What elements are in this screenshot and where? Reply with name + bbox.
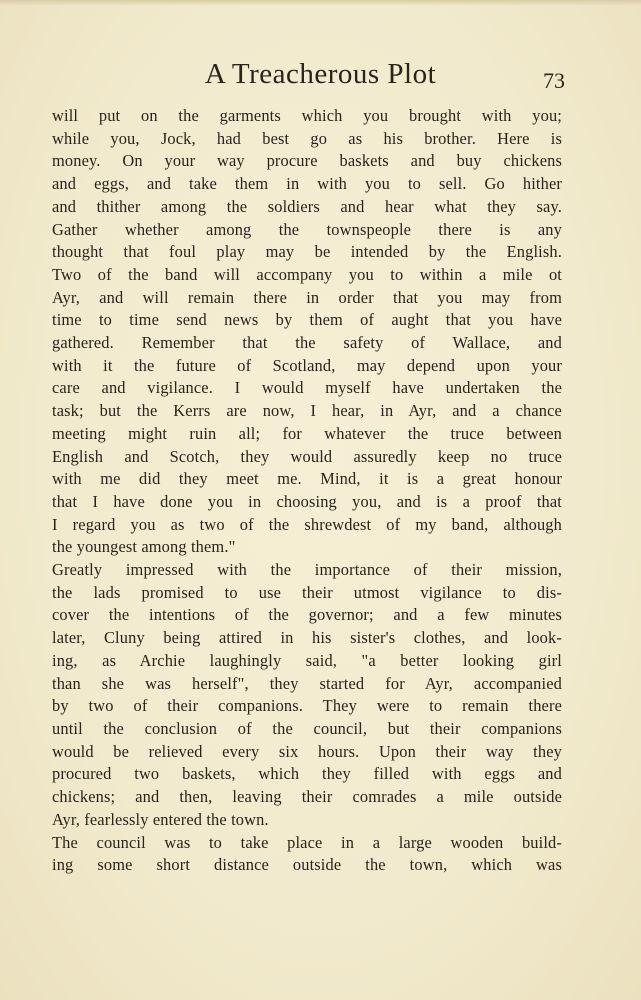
text-line: Ayr, fearlessly entered the town.: [52, 809, 269, 829]
text-line: would be relieved every six hours. Upon their way they: [52, 741, 562, 761]
text-line: with it the future of Scotland, may depend upon your: [52, 355, 562, 375]
text-line: ing some short distance outside the town, which was: [52, 855, 562, 875]
text-line: chickens; and then, leaving their comrades a mile outside: [52, 787, 562, 807]
text-line: and thither among the soldiers and hear what they say.: [52, 196, 562, 216]
page-number: 73: [543, 68, 565, 93]
text-line: English and Scotch, they would assuredly keep no truce: [52, 446, 562, 466]
text-line: money. On your way procure baskets and buy chickens: [52, 151, 562, 171]
text-line: by two of their companions. They were to remain there: [52, 696, 562, 716]
page-top-edge: [0, 0, 641, 6]
text-line: later, Cluny being attired in his sister's clothes, and look-: [52, 628, 562, 648]
text-line: gathered. Remember that the safety of Wallace, and: [52, 333, 562, 353]
text-line: until the conclusion of the council, but their companions: [52, 718, 562, 738]
text-line: I regard you as two of the shrewdest of my band, although: [52, 514, 562, 534]
text-line: and eggs, and take them in with you to sell. Go hither: [52, 174, 562, 194]
text-line: Two of the band will accompany you to within a mile ot: [52, 264, 562, 284]
text-line: care and vigilance. I would myself have undertaken the: [52, 378, 562, 398]
paragraph-2: [52, 559, 562, 831]
text-line: that I have done you in choosing you, and is a proof that: [52, 491, 562, 511]
text-line: Greatly impressed with the importance of their mission,: [52, 560, 562, 580]
text-line: while you, Jock, had best go as his brother. Here is: [52, 128, 562, 148]
text-line: thought that foul play may be intended by the English.: [52, 242, 562, 262]
text-line: procured two baskets, which they filled with eggs and: [52, 764, 562, 784]
page-header: [0, 58, 641, 98]
text-line: the lads promised to use their utmost vigilance to dis-: [52, 582, 562, 602]
text-line: the youngest among them.": [52, 537, 236, 557]
text-line: time to time send news by them of aught that you have: [52, 310, 562, 330]
text-line: will put on the garments which you brought with you;: [52, 106, 562, 125]
text-line: with me did they meet me. Mind, it is a great honour: [52, 469, 562, 489]
text-line: cover the intentions of the governor; and a few minutes: [52, 605, 562, 625]
running-title: A Treacherous Plot: [204, 58, 437, 90]
paragraph-3: [52, 832, 562, 877]
paragraph-1: [52, 105, 562, 559]
text-line: The council was to take place in a large wooden build-: [52, 832, 562, 852]
body-text: [52, 105, 562, 877]
text-line: task; but the Kerrs are now, I hear, in Ayr, and a chance: [52, 401, 562, 421]
text-line: ing, as Archie laughingly said, "a better looking girl: [52, 650, 562, 670]
text-line: than she was herself", they started for Ayr, accompanied: [52, 673, 562, 693]
text-line: Ayr, and will remain there in order that you may from: [52, 287, 562, 307]
text-line: Gather whether among the townspeople there is any: [52, 219, 562, 239]
text-line: meeting might ruin all; for whatever the truce between: [52, 423, 562, 443]
